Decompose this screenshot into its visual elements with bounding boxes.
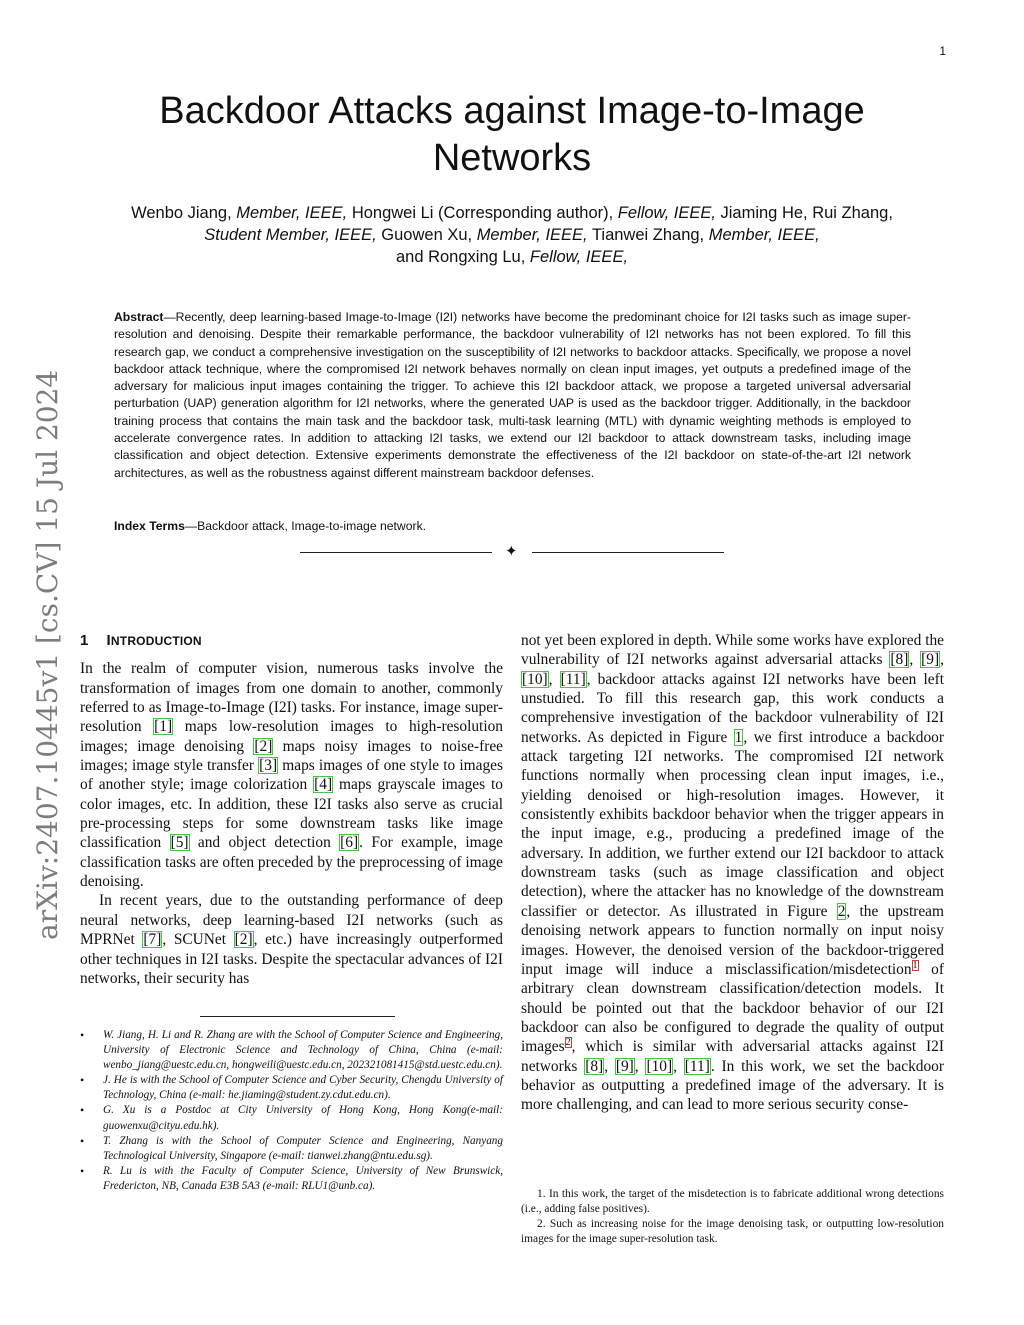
- footnote-link[interactable]: 2: [565, 1037, 571, 1049]
- bullet-icon: •: [80, 1028, 85, 1042]
- affiliation-item: [80, 1073, 503, 1103]
- author-name: Wenbo Jiang,: [131, 204, 237, 222]
- paragraph: [521, 631, 944, 1115]
- section-separator: [300, 543, 724, 563]
- text-run: , etc.) have increasingly outperformed other techniques in I2I tasks. Despite the spectacular advances of I2I networks, their security has: [80, 931, 503, 987]
- left-column: [80, 631, 503, 988]
- citation-link[interactable]: [7]: [143, 931, 162, 949]
- text-run: and object detection: [189, 834, 340, 852]
- text-run: . For example, image classification tasks are often preceded by the preprocessing of image denoising.: [80, 834, 504, 891]
- affiliation-text: G. Xu is a Postdoc at City University of Hong Kong, Hong Kong(e-mail: guowenxu@cityu.edu.hk).: [103, 1104, 503, 1132]
- bullet-icon: •: [80, 1163, 85, 1178]
- author-role: Student Member, IEEE,: [204, 226, 377, 244]
- index-terms-text: —Backdoor attack, Image-to-image network.: [184, 519, 427, 533]
- author-name: Jiaming He, Rui Zhang,: [715, 204, 893, 222]
- footnote-link[interactable]: 1: [912, 959, 918, 971]
- author-role: Fellow, IEEE,: [529, 248, 629, 266]
- author-name: Guowen Xu,: [376, 226, 477, 244]
- citation-link[interactable]: [2]: [234, 931, 253, 949]
- citation-link[interactable]: [9]: [921, 651, 940, 669]
- citation-link[interactable]: [8]: [585, 1057, 604, 1075]
- author-name: Hongwei Li (Corresponding author),: [347, 204, 618, 222]
- author-role: Member, IEEE,: [476, 226, 588, 244]
- footnote-rule: [200, 1016, 395, 1017]
- citation-link[interactable]: [2]: [254, 737, 273, 755]
- text-run: not yet been explored in depth. While some works have explored the vulnerability of I2I networks against adversarial attacks: [521, 632, 944, 669]
- abstract: [114, 309, 911, 482]
- paragraph: [80, 659, 503, 891]
- paragraph: [80, 891, 503, 988]
- affiliation-text: T. Zhang is with the School of Computer Science and Engineering, Nanyang Technological University, Singapore (e-mail: tianwei.zhang@ntu.edu.sg).: [103, 1134, 503, 1162]
- text-run: maps low-resolution images to high-resolution images; image denoising: [80, 718, 504, 755]
- footnote: 1. In this work, the target of the misdetection is to fabricate additional wrong detections (i.e., adding false positives).: [521, 1188, 944, 1216]
- right-column: [521, 631, 944, 1115]
- text-run: , we first introduce a backdoor attack targeting I2I networks. The compromised I2I network functions normally when processing clean input images, i.e., yielding denoised or high-resolution images. However, it consistently exhibits backdoor behavior when the trigger appears in the input image, e.g., producing a predefined image of the adversary. In addition, we further extend our I2I backdoor to attack downstream tasks (such as image classification and object detection), where the attacker has no knowledge of the downstream classifier or detector. As illustrated in Figure: [521, 728, 944, 920]
- section-heading: [80, 631, 503, 651]
- section-title-initial: I: [106, 632, 111, 649]
- text-run: maps grayscale images to color images, etc. In addition, these I2I tasks also serve as crucial pre-processing steps for some downstream tasks like image classification: [80, 776, 503, 852]
- text-run: . In this work, we set the backdoor behavior as outputting a predefined image of the adversary. It is more challenging, and can lead to more serious security conse-: [521, 1057, 944, 1114]
- bullet-icon: •: [80, 1133, 85, 1148]
- paper-title: Backdoor Attacks against Image-to-Image Networks: [159, 90, 865, 179]
- author-affiliations: [80, 1028, 503, 1194]
- author-role: Fellow, IEEE,: [617, 204, 716, 222]
- citation-link[interactable]: [4]: [314, 776, 333, 794]
- text-run: , which is similar with adversarial attacks against I2I networks: [521, 1038, 944, 1075]
- author-role: Member, IEEE,: [708, 226, 820, 244]
- footnote: 2. Such as increasing noise for the image denoising task, or outputting low-resolution images for the image super-resolution task.: [521, 1218, 944, 1246]
- citation-link[interactable]: [10]: [646, 1057, 673, 1075]
- text-run: In recent years, due to the outstanding performance of deep neural networks, deep learning-based I2I networks (such as MPRNet: [80, 892, 503, 949]
- bullet-icon: •: [80, 1073, 85, 1088]
- figure-link[interactable]: 1: [734, 728, 743, 746]
- section-title-rest: NTRODUCTION: [110, 634, 202, 648]
- section-number: 1: [80, 632, 89, 649]
- text-run: , the upstream denoising network appears to function normally on input noisy images. However, the denoised version of the backdoor-triggered input image will induce a misclassification/misdetection: [521, 902, 944, 978]
- affiliation-item: [80, 1134, 503, 1164]
- text-run: , backdoor attacks against I2I networks have been left unstudied. To fill this research gap, this work conducts a comprehensive investigation of the backdoor vulnerability of I2I networks. As depicted in Figure: [521, 670, 944, 746]
- citation-link[interactable]: [5]: [170, 834, 189, 852]
- citation-link[interactable]: [6]: [340, 834, 359, 852]
- bullet-icon: •: [80, 1103, 85, 1118]
- citation-link[interactable]: [8]: [890, 651, 909, 669]
- page-number: 1: [939, 44, 946, 58]
- affiliation-text: W. Jiang, H. Li and R. Zhang are with the School of Computer Science and Engineering, University of Electronic Science and Technology of China, China (e-mail: wenbo_jiang@uestc.edu.cn, hongweili@uestc.edu.cn, 202321081415@std.uestc.edu.cn).: [103, 1029, 503, 1072]
- citation-link[interactable]: [11]: [684, 1057, 710, 1075]
- affiliation-item: [80, 1028, 503, 1073]
- text-run: ,: [548, 670, 560, 688]
- figure-link[interactable]: 2: [837, 902, 846, 920]
- text-run: maps noisy images to noise-free images; image style transfer: [80, 737, 503, 775]
- abstract-text: —Recently, deep learning-based Image-to-Image (I2I) networks have become the predominant choice for I2I tasks such as image super-resolution and denoising. Despite their remarkable performance, the backdoor vulnerability of I2I networks has not been explored. To fill this research gap, we conduct a comprehensive investigation on the susceptibility of I2I networks to backdoor attacks. Specifically, we propose a novel backdoor attack technique, where the compromised I2I network behaves normally on clean input images, yet outputs a predefined image of the adversary for malicious input images containing the trigger. To achieve this I2I backdoor attack, we propose a targeted universal adversarial perturbation (UAP) generation algorithm for I2I networks, where the generated UAP is used as the backdoor trigger. Additionally, in the backdoor training process that contains the main task and the backdoor task, multi-task learning (MTL) with dynamic weighting methods is employed to accelerate convergence rates. In addition to attacking I2I tasks, we extend our I2I backdoor to attack downstream tasks, including image classification and object detection. Extensive experiments demonstrate the effectiveness of the I2I backdoor on state-of-the-art I2I network architectures, as well as the robustness against different mainstream backdoor defenses.: [114, 310, 911, 480]
- text-run: ,: [673, 1057, 684, 1075]
- citation-link[interactable]: [10]: [522, 670, 548, 688]
- author-name: Tianwei Zhang,: [587, 226, 709, 244]
- separator-line-left: [300, 552, 492, 553]
- text-run: ,: [940, 651, 944, 669]
- text-run: ,: [634, 1057, 646, 1075]
- citation-link[interactable]: [11]: [560, 670, 586, 688]
- arxiv-stamp: arXiv:2407.10445v1 [cs.CV] 15 Jul 2024: [31, 369, 64, 940]
- abstract-label: Abstract: [114, 310, 164, 324]
- text-run: , SCUNet: [162, 931, 234, 949]
- text-run: maps images of one style to images of another style; image colorization: [80, 757, 503, 794]
- text-run: ,: [909, 651, 921, 669]
- index-terms-label: Index Terms: [114, 519, 185, 533]
- affiliation-item: [80, 1164, 503, 1194]
- separator-diamond-icon: ✦: [505, 542, 518, 560]
- citation-link[interactable]: [1]: [154, 718, 173, 736]
- affiliation-text: J. He is with the School of Computer Science and Cyber Security, Chengdu University of Technology, China (e-mail: he.jiaming@student.zy.cdut.edu.cn).: [103, 1074, 503, 1102]
- index-terms: [114, 518, 911, 535]
- citation-link[interactable]: [9]: [615, 1057, 634, 1075]
- separator-line-right: [532, 552, 724, 553]
- author-role: Member, IEEE,: [236, 204, 348, 222]
- citation-link[interactable]: [3]: [259, 757, 278, 775]
- footnotes: [521, 1187, 944, 1247]
- author-list: [110, 202, 914, 268]
- text-run: of arbitrary clean downstream classification/detection models. It should be pointed out that the backdoor behavior of our I2I backdoor can also be configured to degrade the quality of output images: [521, 960, 944, 1056]
- affiliation-text: R. Lu is with the Faculty of Computer Science, University of New Brunswick, Fredericton, NB, Canada E3B 5A3 (e-mail: RLU1@unb.ca).: [103, 1164, 503, 1192]
- text-run: ,: [604, 1057, 615, 1075]
- affiliation-item: [80, 1103, 503, 1133]
- author-name: and Rongxing Lu,: [395, 248, 530, 266]
- text-run: In the realm of computer vision, numerous tasks involve the transformation of images from one domain to another, commonly referred to as Image-to-Image (I2I) tasks. For instance, image super-resolution: [80, 660, 503, 736]
